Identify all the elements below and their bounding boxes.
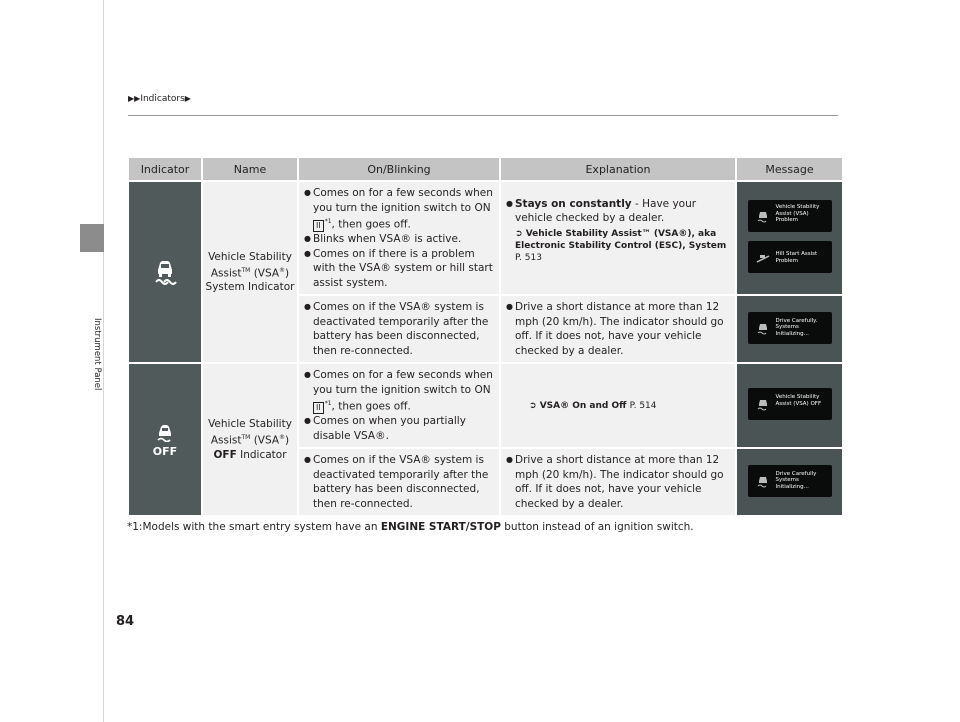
on-blinking-cell [299,182,499,294]
col-header-message: Message [737,158,842,180]
vsa-icon [756,209,770,223]
list-item: ● Stays on constantly - Have your vehicle checked by a dealer. [515,197,731,226]
indicator-name: Vehicle Stability Assist™ (VSA®) System Indicator [203,182,297,362]
side-label: Instrument Panel [92,318,102,391]
breadcrumb-arrow-icon: ▶ [184,94,191,103]
indicator-cell [129,182,201,362]
ignition-key-icon: II [313,402,324,414]
list-item: ● Blinks when VSA® is active. [313,232,495,247]
section-tab [80,224,104,252]
explanation-cell [501,182,735,294]
header-rule [128,115,838,116]
message-cell [737,364,842,447]
list-item: ● Comes on when you partially disable VSA®. [313,414,495,443]
message-cell [737,182,842,294]
col-header-explanation: Explanation [501,158,735,180]
vsa-icon [756,474,770,488]
list-item: ● Comes on if the VSA® system is deactivated temporarily after the battery has been disconnected, then re-connected. [313,300,495,358]
indicator-name: Vehicle Stability Assist™ (VSA®) OFF Indicator [203,364,297,515]
list-item: ● Drive a short distance at more than 12 mph (20 km/h). The indicator should go off. If it does not, have your vehicle checked by a dealer. [515,453,731,511]
breadcrumb[interactable] [128,94,191,104]
cross-reference-link[interactable]: ➲ VSA® On and Off P. 514 [529,400,657,411]
ignition-key-icon: II [313,220,324,232]
vsa-off-icon [150,422,180,442]
table-row [129,182,842,294]
explanation-cell [501,449,735,515]
message-screen: Drive Carefully Systems Initializing... [748,465,832,497]
on-blinking-cell [299,296,499,362]
message-screen: Vehicle Stability Assist (VSA) OFF [748,388,832,420]
list-item: ● Comes on if the VSA® system is deactivated temporarily after the battery has been disconnected, then re-connected. [313,453,495,511]
on-blinking-cell [299,364,499,447]
col-header-on-blinking: On/Blinking [299,158,499,180]
list-item: ● Drive a short distance at more than 12 mph (20 km/h). The indicator should go off. If it does not, have your vehicle checked by a dealer. [515,300,731,358]
vsa-off-icon [756,397,770,411]
vsa-icon [756,321,770,335]
breadcrumb-label: Indicators [140,94,185,104]
list-item: ● Comes on for a few seconds when you turn the ignition switch to ON II $^{*1}$, then goes off. [313,186,495,232]
message-screen: Drive Carefully. Systems Initializing... [748,312,832,344]
table-row [129,364,842,447]
message-cell [737,296,842,362]
off-label: OFF [152,444,178,458]
message-screen: Hill Start Assist Problem [748,241,832,273]
breadcrumb-arrow-icon: ▶▶ [128,94,141,103]
explanation-cell [501,364,735,447]
ref-arrow-icon: ➲ [529,400,537,411]
list-item: ● Comes on for a few seconds when you turn the ignition switch to ON II $^{*1}$, then goes off. [313,368,495,414]
ref-arrow-icon: ➲ [515,228,523,239]
indicator-cell [129,364,201,515]
page-number: 84 [116,614,135,629]
side-divider [103,0,104,722]
cross-reference-link[interactable]: ➲ Vehicle Stability Assist™ (VSA®), aka Electronic Stability Control (ESC), System P. 513 [515,228,727,263]
col-header-indicator: Indicator [129,158,201,180]
on-blinking-cell [299,449,499,515]
explanation-cell [501,296,735,362]
indicator-table [127,156,844,517]
footnote: *1:Models with the smart entry system have an ENGINE START/STOP button instead of an ignition switch. [127,521,694,533]
list-item: ● Comes on if there is a problem with the VSA® system or hill start assist system. [313,247,495,291]
message-cell [737,449,842,515]
hill-start-icon [756,250,770,264]
vsa-icon [150,256,180,286]
col-header-name: Name [203,158,297,180]
message-screen: Vehicle Stability Assist (VSA) Problem [748,200,832,232]
